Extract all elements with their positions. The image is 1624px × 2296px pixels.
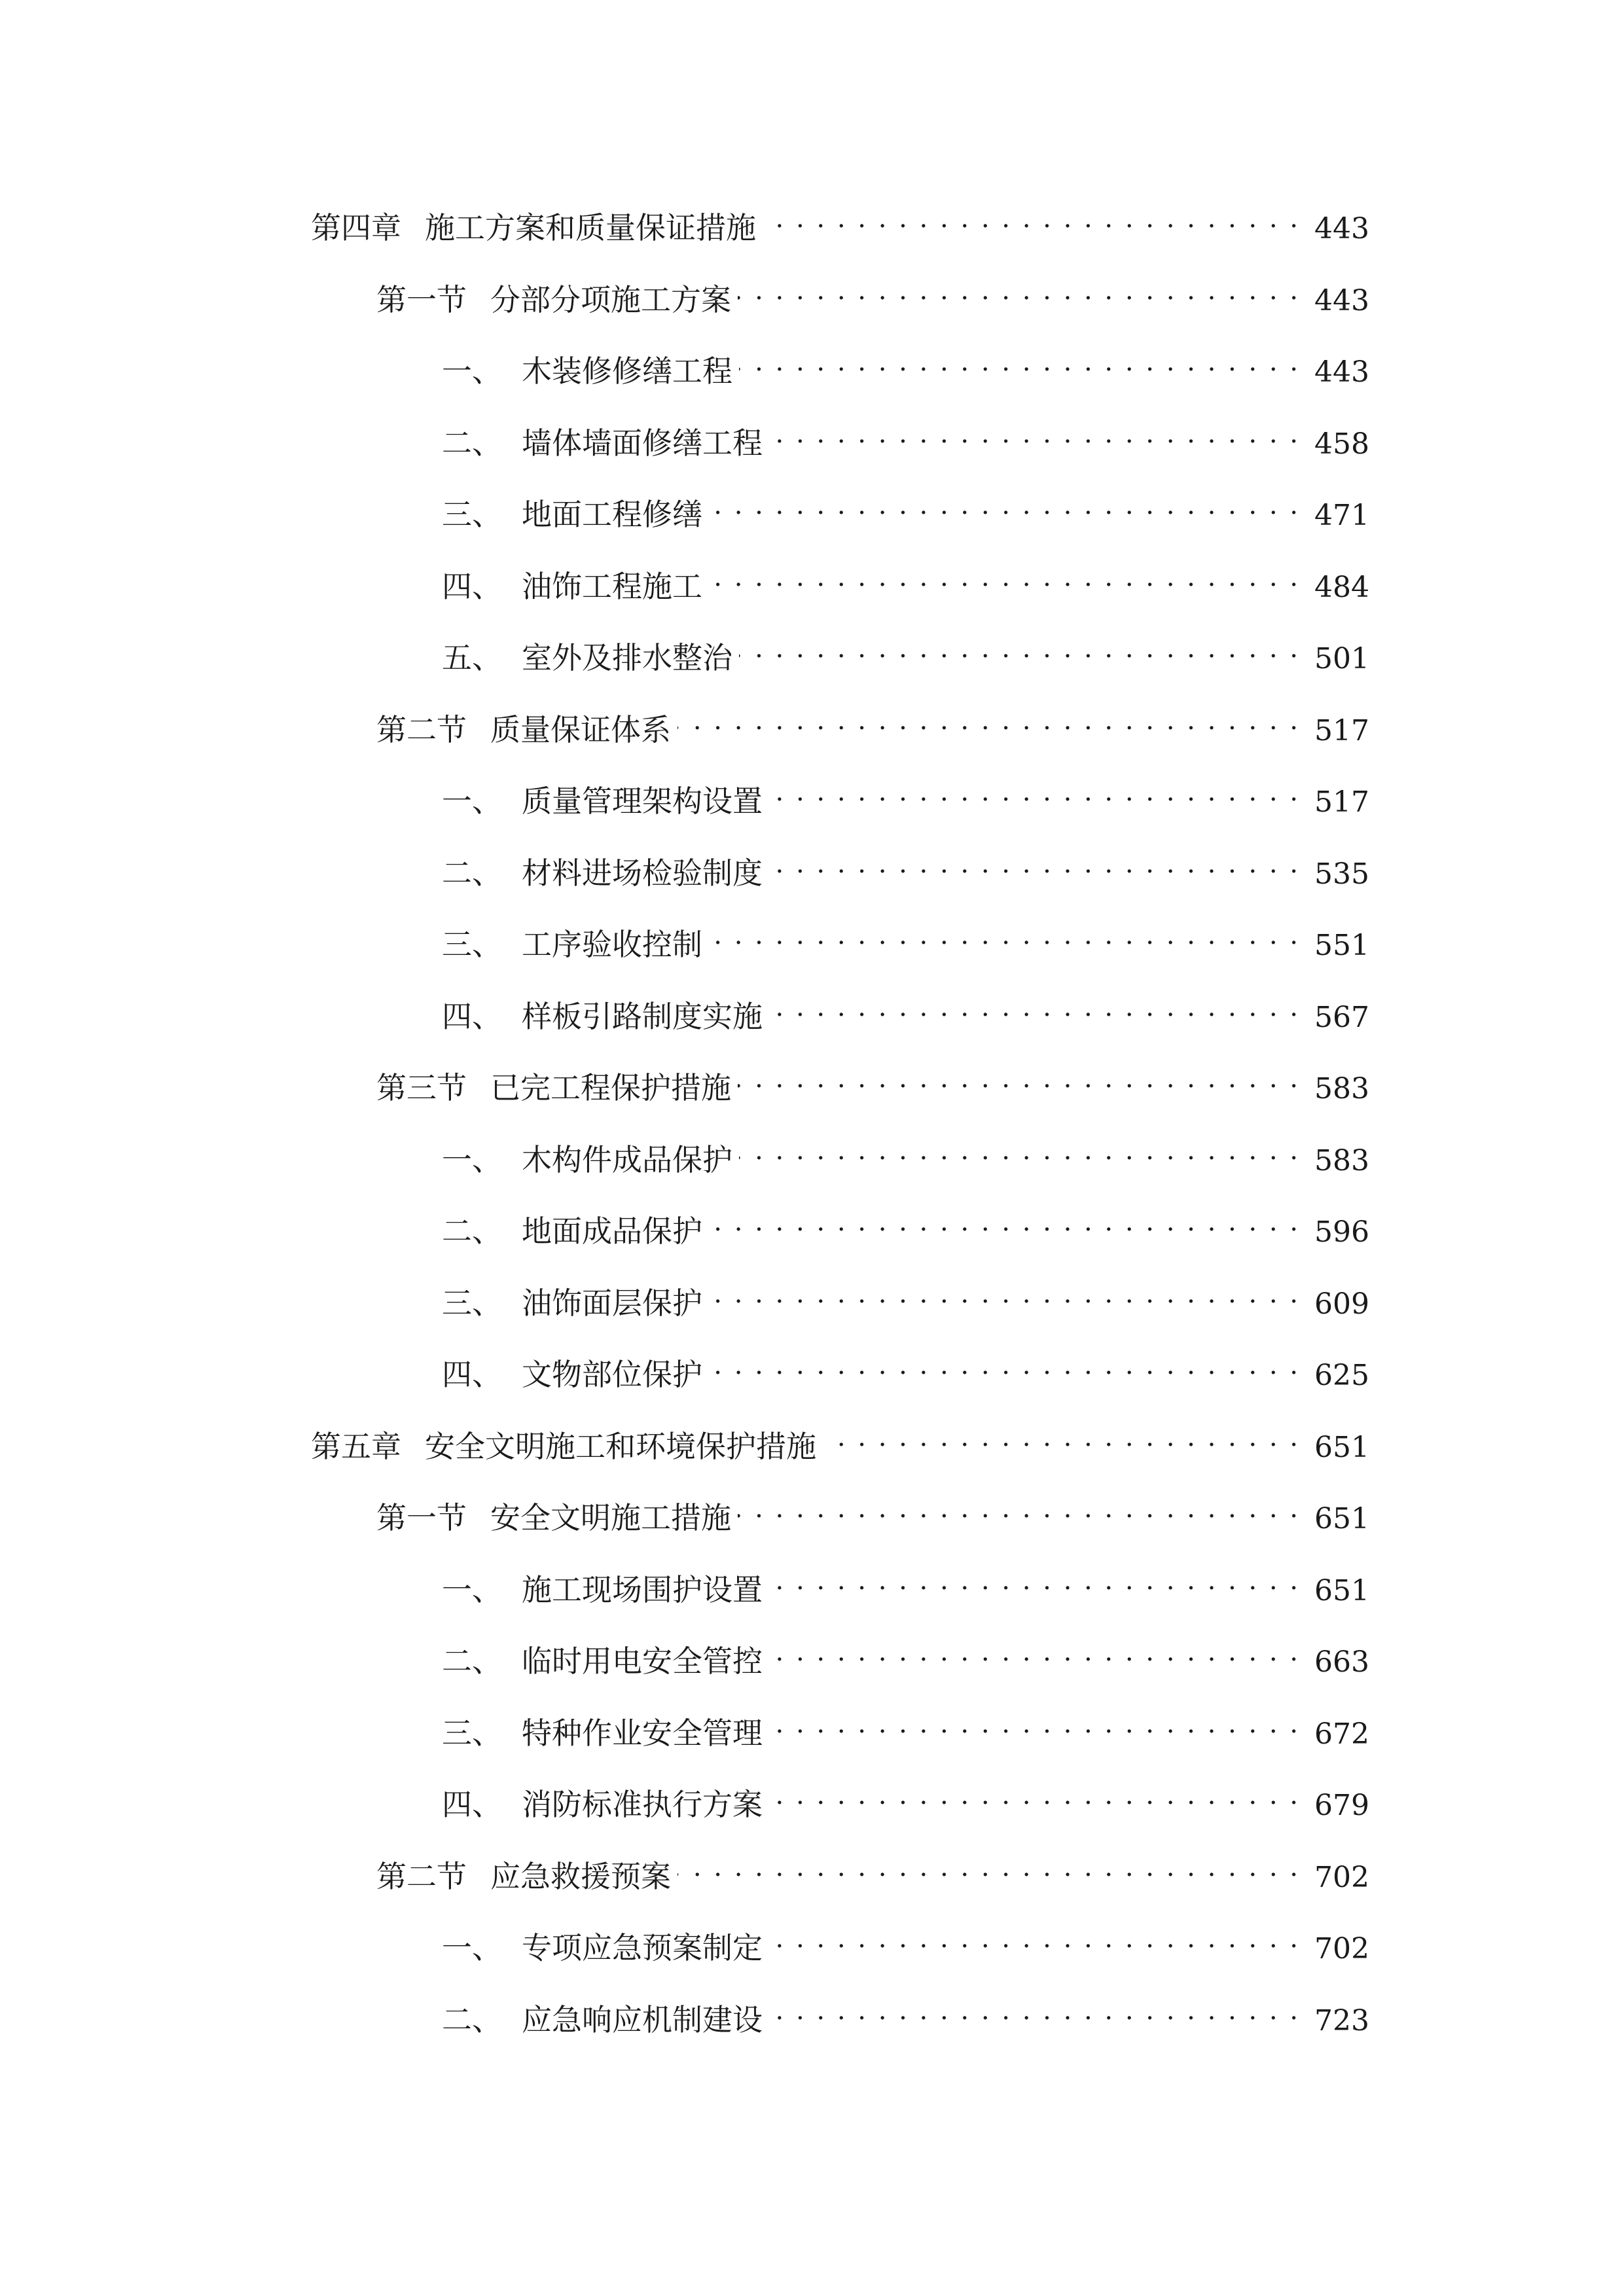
toc-title: 材料进场检验制度	[522, 855, 763, 891]
toc-page-number: 501	[1314, 642, 1369, 675]
toc-title: 工序验收控制	[522, 927, 702, 962]
toc-title: 木装修修缮工程	[522, 353, 732, 389]
toc-item[interactable]	[0, 1334, 1624, 1406]
toc-item[interactable]	[0, 331, 1624, 403]
dot-leader	[769, 1561, 1300, 1600]
toc-item[interactable]	[0, 761, 1624, 833]
dot-leader	[709, 1346, 1300, 1385]
toc-page-number: 551	[1314, 929, 1369, 962]
toc-page-number: 651	[1314, 1430, 1369, 1464]
dot-leader	[738, 1059, 1300, 1098]
toc-page-number: 535	[1314, 857, 1369, 891]
toc-title: 专项应急预案制定	[522, 1930, 763, 1965]
toc-page-number: 723	[1314, 2003, 1369, 2037]
dot-leader	[769, 1776, 1300, 1815]
toc-title: 消防标准执行方案	[522, 1787, 763, 1822]
toc-number: 四、	[442, 1787, 502, 1822]
toc-item[interactable]	[0, 403, 1624, 475]
dot-leader	[823, 1418, 1300, 1457]
toc-title: 施工现场围护设置	[522, 1571, 763, 1607]
toc-page-number: 567	[1314, 1000, 1369, 1034]
toc-number: 二、	[442, 1213, 502, 1249]
toc-number: 二、	[442, 2001, 502, 2037]
toc-item[interactable]	[0, 904, 1624, 976]
toc-number: 二、	[442, 425, 502, 461]
toc-page-number: 702	[1314, 1932, 1369, 1965]
toc-item[interactable]	[0, 1549, 1624, 1621]
toc-number: 三、	[442, 927, 502, 962]
toc-page-number: 458	[1314, 427, 1369, 461]
toc-title: 油饰工程施工	[522, 568, 702, 604]
toc-item[interactable]	[0, 1764, 1624, 1836]
toc-item[interactable]	[0, 1621, 1624, 1693]
toc-chapter-5[interactable]	[0, 1406, 1624, 1478]
toc-title: 油饰面层保护	[522, 1285, 702, 1321]
dot-leader	[769, 1632, 1300, 1672]
toc-title: 安全文明施工措施	[490, 1500, 731, 1535]
toc-item[interactable]	[0, 617, 1624, 689]
toc-number: 一、	[442, 1930, 502, 1965]
toc-item[interactable]	[0, 833, 1624, 905]
toc-number: 四、	[442, 1357, 502, 1392]
dot-leader	[709, 1274, 1300, 1314]
toc-number: 第三节	[376, 1070, 467, 1105]
toc-item[interactable]	[0, 1693, 1624, 1765]
toc-item[interactable]	[0, 976, 1624, 1048]
toc-number: 第二节	[376, 711, 467, 747]
toc-page-number: 672	[1314, 1717, 1369, 1751]
toc-number: 三、	[442, 497, 502, 532]
toc-number: 二、	[442, 1643, 502, 1679]
toc-number: 第二节	[376, 1858, 467, 1894]
toc-number: 五、	[442, 640, 502, 675]
toc-title: 已完工程保护措施	[490, 1070, 731, 1105]
toc-title: 安全文明施工和环境保护措施	[425, 1428, 816, 1464]
toc-item[interactable]	[0, 1191, 1624, 1263]
toc-page-number: 583	[1314, 1072, 1369, 1105]
toc-chapter-4[interactable]	[0, 187, 1624, 259]
toc-item[interactable]	[0, 546, 1624, 618]
toc-title: 特种作业安全管理	[522, 1715, 763, 1751]
dot-leader	[709, 558, 1300, 597]
dot-leader	[709, 1202, 1300, 1242]
toc-title: 临时用电安全管控	[522, 1643, 763, 1679]
dot-leader	[769, 1991, 1300, 2030]
dot-leader	[769, 1919, 1300, 1958]
dot-leader	[769, 1704, 1300, 1744]
toc-page-number: 517	[1314, 713, 1369, 747]
toc-page-number: 625	[1314, 1359, 1369, 1392]
toc-title: 应急响应机制建设	[522, 2001, 763, 2037]
toc-number: 四、	[442, 998, 502, 1034]
toc-title: 文物部位保护	[522, 1357, 702, 1392]
toc-title: 地面成品保护	[522, 1213, 702, 1249]
toc-page-number: 471	[1314, 499, 1369, 532]
toc-page-number: 596	[1314, 1215, 1369, 1249]
toc-section[interactable]	[0, 259, 1624, 331]
dot-leader	[739, 342, 1300, 382]
dot-leader	[769, 844, 1300, 884]
toc-title: 室外及排水整治	[522, 640, 732, 675]
toc-item[interactable]	[0, 1263, 1624, 1335]
toc-title: 样板引路制度实施	[522, 998, 763, 1034]
toc-item[interactable]	[0, 1119, 1624, 1191]
toc-number: 第一节	[376, 281, 467, 317]
toc-number: 二、	[442, 855, 502, 891]
toc-page-number: 443	[1314, 283, 1369, 317]
dot-leader	[677, 1848, 1300, 1887]
dot-leader	[769, 414, 1300, 454]
toc-number: 第一节	[376, 1500, 467, 1535]
toc-title: 分部分项施工方案	[490, 281, 731, 317]
toc-page-number: 443	[1314, 355, 1369, 389]
dot-leader	[739, 1131, 1300, 1170]
toc-page-number: 702	[1314, 1860, 1369, 1894]
toc-page-number: 609	[1314, 1287, 1369, 1321]
dot-leader	[738, 1489, 1300, 1528]
dot-leader	[709, 486, 1300, 525]
toc-page-number: 484	[1314, 570, 1369, 604]
toc-page-number: 583	[1314, 1143, 1369, 1177]
toc-title: 墙体墙面修缮工程	[522, 425, 763, 461]
toc-item[interactable]	[0, 474, 1624, 546]
dot-leader	[738, 271, 1300, 310]
toc-title: 质量保证体系	[490, 711, 671, 747]
toc-section[interactable]	[0, 1836, 1624, 1908]
toc-title: 应急救援预案	[490, 1858, 671, 1894]
toc-number: 一、	[442, 353, 502, 389]
toc-item[interactable]	[0, 1979, 1624, 2051]
toc-number: 一、	[442, 1571, 502, 1607]
dot-leader	[739, 629, 1300, 668]
dot-leader	[763, 199, 1300, 238]
toc-title: 地面工程修缮	[522, 497, 702, 532]
toc-page-number: 443	[1314, 212, 1369, 245]
toc-number: 第五章	[311, 1428, 401, 1464]
dot-leader	[769, 988, 1300, 1027]
toc-title: 木构件成品保护	[522, 1141, 732, 1177]
toc-page-number: 651	[1314, 1573, 1369, 1607]
toc-number: 一、	[442, 783, 502, 819]
toc-number: 三、	[442, 1715, 502, 1751]
toc-section[interactable]	[0, 1047, 1624, 1119]
toc-title: 质量管理架构设置	[522, 783, 763, 819]
toc-page-number: 663	[1314, 1645, 1369, 1679]
toc-number: 三、	[442, 1285, 502, 1321]
toc-section[interactable]	[0, 1477, 1624, 1549]
toc-page-number: 679	[1314, 1789, 1369, 1822]
toc-section[interactable]	[0, 689, 1624, 761]
dot-leader	[677, 701, 1300, 740]
toc-page-number: 517	[1314, 785, 1369, 819]
dot-leader	[769, 772, 1300, 812]
toc-item[interactable]	[0, 1907, 1624, 1979]
dot-leader	[709, 916, 1300, 955]
toc-page-number: 651	[1314, 1502, 1369, 1535]
toc-number: 四、	[442, 568, 502, 604]
toc-number: 一、	[442, 1141, 502, 1177]
toc-title: 施工方案和质量保证措施	[425, 210, 756, 245]
toc-number: 第四章	[311, 210, 401, 245]
table-of-contents	[0, 187, 1624, 2051]
